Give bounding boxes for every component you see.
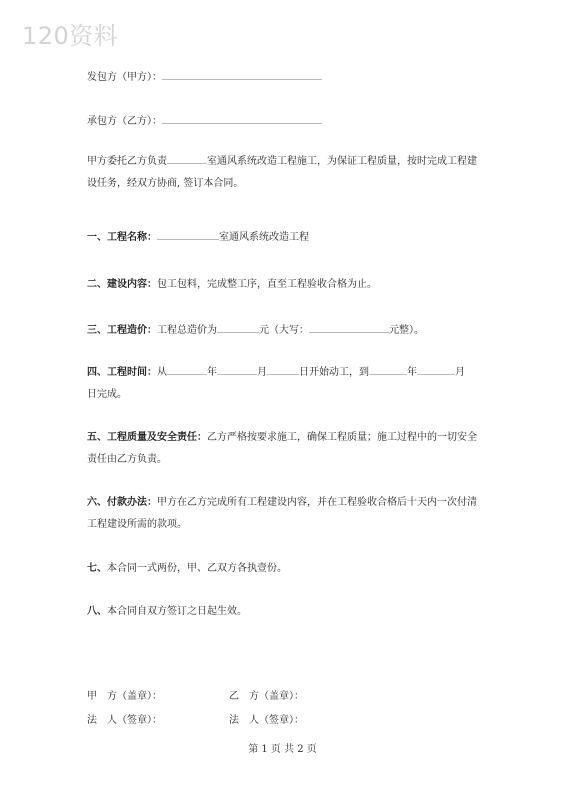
section-2 bbox=[87, 278, 377, 292]
end-year-blank bbox=[369, 364, 407, 375]
section-4 bbox=[87, 362, 482, 406]
start-month-blank bbox=[217, 364, 257, 375]
section-1 bbox=[87, 229, 309, 245]
end-month-blank bbox=[417, 364, 455, 375]
intro-text-1: 甲方委托乙方负责 bbox=[87, 156, 167, 167]
section-2-heading: 二、建设内容： bbox=[87, 279, 157, 290]
section-4-from: 从 bbox=[157, 367, 167, 378]
section-8 bbox=[87, 605, 247, 619]
party-a-seal: 甲 方（盖章）： bbox=[87, 691, 162, 702]
section-4-month-1: 月 bbox=[257, 367, 267, 378]
intro-blank bbox=[167, 153, 207, 164]
section-1-heading: 一、工程名称： bbox=[87, 232, 157, 243]
party-a-representative: 法 人（签章）： bbox=[87, 715, 162, 726]
watermark-logo: 120资料 bbox=[22, 22, 119, 50]
section-4-start: 日开始动工，到 bbox=[299, 367, 369, 378]
section-3-text-2: 元（大写： bbox=[259, 325, 309, 336]
party-b-seal: 乙 方（盖章）： bbox=[229, 691, 304, 702]
section-5-heading: 五、工程质量及安全责任： bbox=[87, 432, 207, 443]
section-7 bbox=[87, 562, 287, 576]
party-a-line bbox=[87, 69, 322, 85]
intro-paragraph bbox=[87, 151, 482, 195]
party-b-representative: 法 人（签章）： bbox=[229, 715, 304, 726]
section-4-month-2: 月 bbox=[455, 367, 465, 378]
section-7-heading: 七、 bbox=[87, 563, 107, 574]
section-8-text: 本合同自双方签订之日起生效。 bbox=[107, 606, 247, 617]
party-a-label: 发包方（甲方）： bbox=[87, 72, 162, 83]
section-3-text-1: 工程总造价为 bbox=[157, 325, 217, 336]
section-4-year-1: 年 bbox=[207, 367, 217, 378]
start-day-blank bbox=[267, 364, 299, 375]
section-6 bbox=[87, 492, 482, 536]
price-blank bbox=[217, 322, 259, 333]
section-1-text: 室通风系统改造工程 bbox=[219, 232, 309, 243]
section-5-text: 乙方严格按要求施工，确保工程质量；施工过程中的一切安全责任由乙方负责。 bbox=[87, 432, 477, 465]
section-3-heading: 三、工程造价： bbox=[87, 325, 157, 336]
page-number: 第 1 页 共 2 页 bbox=[248, 744, 317, 755]
party-b-line bbox=[87, 113, 322, 129]
section-4-year-2: 年 bbox=[407, 367, 417, 378]
project-name-blank bbox=[157, 229, 219, 240]
start-year-blank bbox=[167, 364, 207, 375]
price-words-blank bbox=[309, 322, 389, 333]
section-5 bbox=[87, 427, 482, 471]
section-7-text: 本合同一式两份，甲、乙双方各执壹份。 bbox=[107, 563, 287, 574]
party-b-blank bbox=[162, 113, 322, 124]
section-3 bbox=[87, 322, 424, 338]
section-6-heading: 六、付款办法： bbox=[87, 497, 157, 508]
section-8-heading: 八、 bbox=[87, 606, 107, 617]
section-4-end: 日完成。 bbox=[87, 389, 127, 400]
section-4-heading: 四、工程时间： bbox=[87, 367, 157, 378]
party-a-blank bbox=[162, 69, 322, 80]
intro-text-2: 室通风系统改造工程施工，为保证工程质量，按时完成工程建设任务，经双方协商, 签订本合同。 bbox=[87, 156, 477, 189]
section-3-text-3: 元整）。 bbox=[389, 325, 424, 336]
section-6-text: 甲方在乙方完成所有工程建设内容，并在工程验收合格后十天内一次付清工程建设所需的款项。 bbox=[87, 497, 477, 530]
party-b-label: 承包方（乙方）： bbox=[87, 116, 162, 127]
section-2-text: 包工包料，完成整工序，直至工程验收合格为止。 bbox=[157, 279, 377, 290]
